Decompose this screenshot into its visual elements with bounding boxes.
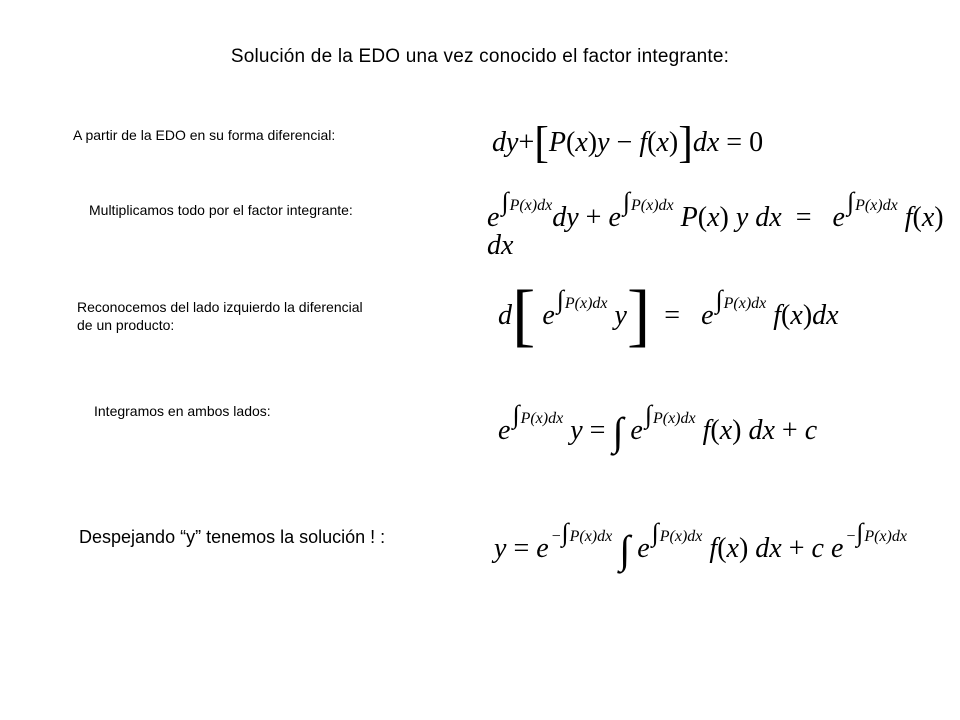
step-4-label: Integramos en ambos lados: bbox=[94, 403, 271, 419]
step-4-equation: $e^{\int P(x)dx}$ y = ∫ $e^{\int P(x)dx}$ f(x) dx + c bbox=[498, 400, 818, 454]
step-3-label-line-2: de un producto: bbox=[77, 317, 175, 333]
step-2-label: Multiplicamos todo por el factor integrante: bbox=[89, 202, 353, 218]
slide-title: Solución de la EDO una vez conocido el factor integrante: bbox=[230, 46, 730, 67]
step-5-equation: y = e $^{-\int P(x)dx}$ ∫ $e^{\int P(x)dx}$ f(x) dx + c e $^{-\int P(x)dx}$ bbox=[494, 518, 907, 572]
step-3-equation: d[ $e^{\int P(x)dx}$ $y] = e^{\int P(x)dx}$ f(x)dx bbox=[498, 277, 839, 354]
step-1-equation: dy+[P(x)y − f(x)]dx = 0 bbox=[492, 118, 764, 167]
step-5-label: Despejando “y” tenemos la solución ! : bbox=[79, 527, 386, 547]
step-3-label bbox=[77, 298, 363, 334]
step-3-label-line-1: Reconocemos del lado izquierdo la diferencial bbox=[77, 299, 363, 315]
step-2-equation: $e^{\int P(x)dx}dy + e^{\int P(x)dx}$ P(x) y dx = $e^{\int P(x)dx}$ f(x) dx bbox=[487, 187, 944, 261]
step-1-label: A partir de la EDO en su forma diferencial: bbox=[73, 127, 336, 143]
